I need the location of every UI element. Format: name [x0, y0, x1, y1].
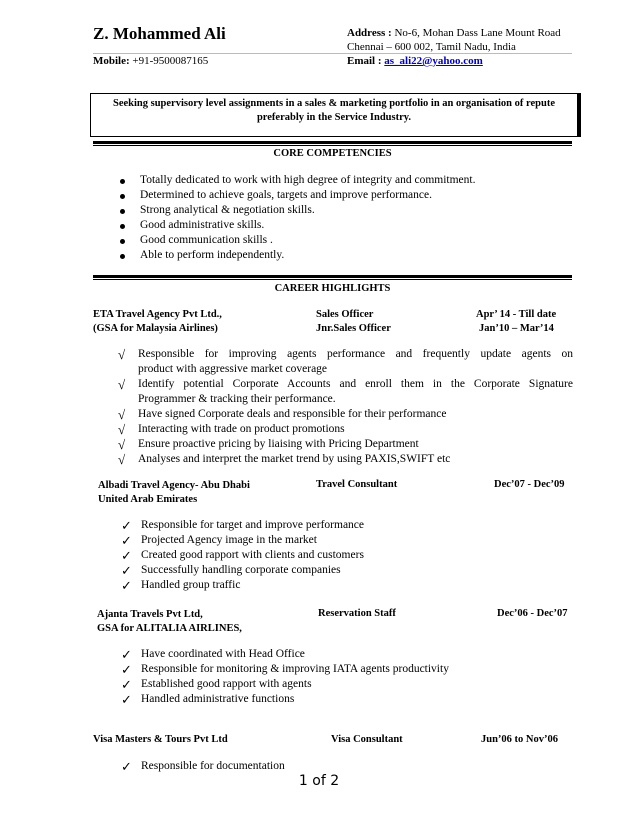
core-competencies-title: CORE COMPETENCIES [273, 148, 392, 159]
core-competencies-list [120, 173, 560, 263]
address-value: No-6, Mohan Dass Lane Mount Road [394, 27, 561, 39]
check-icon: ✓ [121, 563, 132, 578]
item-text: Strong analytical & negotiation skills. [140, 204, 315, 216]
date-range: Dec’06 - Dec’07 [497, 608, 568, 619]
mobile-value: +91-9500087165 [132, 55, 209, 67]
list-item [121, 533, 561, 548]
item-text: Good administrative skills. [140, 219, 265, 231]
item-text: Determined to achieve goals, targets and improve performance. [140, 189, 432, 201]
job-duties-list [121, 518, 561, 593]
item-text: Handled group traffic [141, 579, 241, 591]
job-company [93, 308, 222, 336]
item-text: Handled administrative functions [141, 693, 295, 705]
list-item [121, 578, 561, 593]
item-text: Have coordinated with Head Office [141, 648, 305, 660]
bullet-icon [120, 179, 125, 184]
item-text: Totally dedicated to work with high degree of integrity and commitment. [140, 174, 476, 186]
item-text: Have signed Corporate deals and responsible for their performance [138, 408, 447, 420]
list-item [118, 392, 573, 407]
check-icon: ✓ [121, 647, 132, 662]
list-item [118, 362, 573, 377]
email [347, 55, 483, 67]
list-item [120, 188, 560, 203]
list-item [121, 548, 561, 563]
sqrt-bullet-icon: √ [118, 452, 126, 467]
header-divider [93, 53, 572, 54]
item-text: Good communication skills . [140, 234, 273, 246]
list-item [118, 422, 573, 437]
item-text: Ensure proactive pricing by liaising with Pricing Department [138, 438, 419, 450]
item-text: Identify potential Corporate Accounts and enroll them in the Corporate Signature [138, 378, 573, 390]
sqrt-bullet-icon: √ [118, 377, 126, 392]
item-text: Interacting with trade on product promotions [138, 423, 345, 435]
list-item [121, 692, 561, 707]
list-item [120, 218, 560, 233]
sqrt-bullet-icon: √ [118, 437, 126, 452]
company-subtitle: (GSA for Malaysia Airlines) [93, 323, 218, 334]
item-text: Able to perform independently. [140, 249, 285, 261]
company-name: ETA Travel Agency Pvt Ltd., [93, 309, 222, 320]
check-icon: ✓ [121, 518, 132, 533]
item-text: Created good rapport with clients and customers [141, 549, 364, 561]
check-icon: ✓ [121, 692, 132, 707]
bullet-icon [120, 224, 125, 229]
check-icon: ✓ [121, 759, 132, 774]
role-title-previous: Jnr.Sales Officer [316, 323, 391, 334]
section-rule-thin [93, 279, 572, 280]
job-role [316, 308, 391, 336]
bullet-icon [120, 194, 125, 199]
date-range: Jun’06 to Nov’06 [481, 734, 559, 745]
company-name: Ajanta Travels Pvt Ltd, [97, 609, 203, 620]
bullet-icon [120, 254, 125, 259]
item-text: Responsible for monitoring & improving IATA agents productivity [141, 663, 449, 675]
list-item [120, 203, 560, 218]
item-text: Projected Agency image in the market [141, 534, 317, 546]
objective-line-1: Seeking supervisory level assignments in a sales & marketing portfolio in an organisation of repute [113, 98, 555, 109]
list-item [121, 647, 561, 662]
item-text: Responsible for improving agents performance and frequently update agents on [138, 348, 573, 360]
sqrt-bullet-icon: √ [118, 422, 126, 437]
job-company [97, 608, 242, 636]
mobile [93, 55, 208, 67]
date-range: Dec’07 - Dec’09 [494, 479, 565, 490]
bullet-icon [120, 239, 125, 244]
list-item [120, 233, 560, 248]
list-item [121, 518, 561, 533]
objective-line-2: preferably in the Service Industry. [256, 112, 412, 123]
role-title: Reservation Staff [318, 608, 396, 619]
list-item [118, 347, 573, 362]
list-item [118, 377, 573, 392]
item-text: product with aggressive market coverage [138, 363, 328, 375]
list-item [118, 452, 573, 467]
address-label: Address : [347, 27, 392, 39]
sqrt-bullet-icon: √ [118, 407, 126, 422]
company-name: Albadi Travel Agency- Abu Dhabi [98, 480, 250, 491]
list-item [118, 407, 573, 422]
list-item [121, 677, 561, 692]
sqrt-bullet-icon: √ [118, 347, 126, 362]
address-line-2: Chennai – 600 002, Tamil Nadu, India [347, 41, 516, 53]
date-range: Apr’ 14 - Till date [476, 309, 557, 320]
company-subtitle: United Arab Emirates [98, 494, 198, 505]
date-range-previous: Jan’10 – Mar’14 [479, 323, 554, 334]
list-item [121, 759, 561, 774]
list-item [120, 248, 560, 263]
list-item [118, 437, 573, 452]
check-icon: ✓ [121, 533, 132, 548]
company-name: Visa Masters & Tours Pvt Ltd [93, 734, 228, 745]
objective-box [90, 93, 581, 137]
check-icon: ✓ [121, 578, 132, 593]
list-item [120, 173, 560, 188]
role-title: Visa Consultant [331, 734, 403, 745]
item-text: Responsible for target and improve performance [141, 519, 365, 531]
job-dates [476, 308, 556, 336]
company-subtitle: GSA for ALITALIA AIRLINES, [97, 623, 242, 634]
job-duties-list [118, 347, 573, 467]
email-label: Email : [347, 55, 382, 67]
list-item [121, 662, 561, 677]
page-number: 1 of 2 [298, 773, 340, 789]
career-highlights-title: CAREER HIGHLIGHTS [274, 283, 391, 294]
bullet-icon [120, 209, 125, 214]
item-text: Analyses and interpret the market trend by using PAXIS,SWIFT etc [138, 453, 451, 465]
role-title: Sales Officer [316, 309, 374, 320]
item-text: Established good rapport with agents [141, 678, 312, 690]
item-text: Responsible for documentation [141, 760, 285, 772]
item-text: Programmer & tracking their performance. [138, 393, 336, 405]
address-line-1 [347, 27, 561, 39]
section-rule-thick [93, 141, 572, 144]
section-rule-thin [93, 145, 572, 146]
check-icon: ✓ [121, 662, 132, 677]
email-link[interactable]: as_ali22@yahoo.com [384, 55, 483, 67]
check-icon: ✓ [121, 677, 132, 692]
item-text: Successfully handling corporate companies [141, 564, 341, 576]
applicant-name: Z. Mohammed Ali [93, 24, 226, 43]
check-icon: ✓ [121, 548, 132, 563]
role-title: Travel Consultant [316, 479, 398, 490]
section-rule-thick [93, 275, 572, 278]
job-company [98, 479, 250, 507]
job-duties-list [121, 759, 561, 774]
list-item [121, 563, 561, 578]
job-duties-list [121, 647, 561, 707]
mobile-label: Mobile: [93, 55, 130, 67]
